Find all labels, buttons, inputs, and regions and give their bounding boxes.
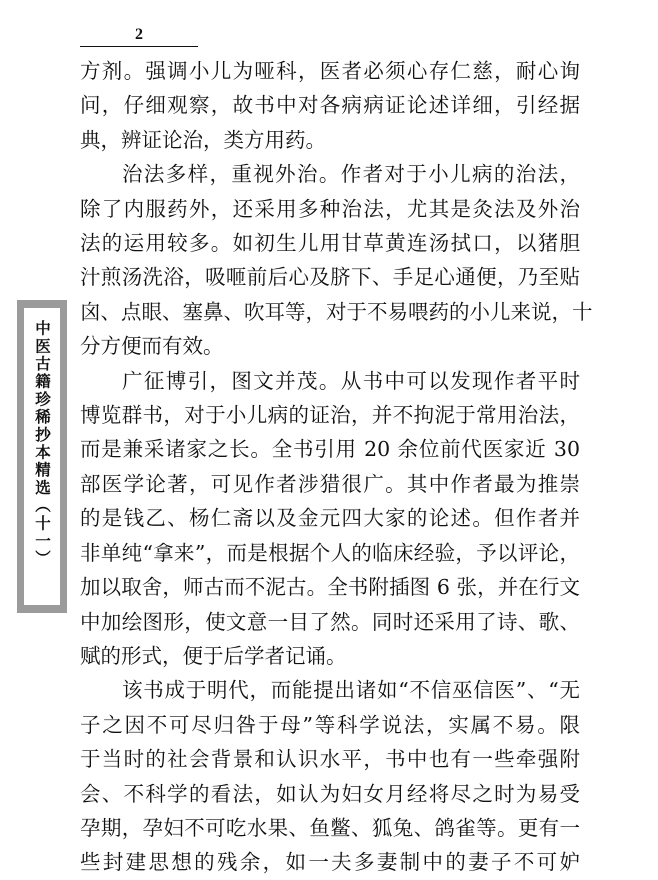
page-number: 2	[135, 26, 143, 43]
text-line: 的是钱乙、杨仁斋以及金元四大家的论述。但作者并	[80, 506, 580, 531]
text-line: 治法多样，重视外治。作者对于小儿病的治法，	[122, 162, 580, 187]
paragraph	[80, 157, 593, 363]
text-line: 汁煎汤洗浴，吸咂前后心及脐下、手足心通便，乃至贴	[80, 265, 580, 290]
text-line: 会、不科学的看法，如认为妇女月经将尽之时为易受	[80, 781, 580, 806]
text-line: 而是兼采诸家之长。全书引用 20 余位前代医家近 30	[80, 437, 580, 462]
side-tab	[17, 300, 67, 613]
text-line: 方剂。强调小儿为哑科，医者必须心存仁慈，耐心询	[80, 59, 580, 83]
paragraph	[80, 364, 580, 674]
text-line: 分方便而有效。	[80, 334, 224, 359]
text-line: 子之因不可尽归咎于母”等科学说法，实属不易。限	[80, 712, 580, 737]
text-line: 广征博引，图文并茂。从书中可以发现作者平时	[122, 368, 580, 393]
text-line: 除了内服药外，还采用多种治法，尤其是灸法及外治	[80, 196, 580, 221]
text-line: 孕期，孕妇不可吃水果、鱼鳖、狐兔、鸽雀等。更有一	[80, 815, 580, 840]
text-line: 博览群书，对于小儿病的证治，并不拘泥于常用治法，	[80, 403, 580, 428]
text-line: 中加绘图形，使文意一目了然。同时还采用了诗、歌、	[80, 609, 580, 634]
text-line: 些封建思想的残余，如一夫多妻制中的妻子不可妒	[80, 850, 580, 875]
text-line: 部医学论著，可见作者涉猎很广。其中作者最为推崇	[80, 471, 580, 496]
header-rule	[80, 46, 198, 47]
text-line: 赋的形式，便于后学者记诵。	[80, 643, 347, 668]
paragraph	[80, 54, 580, 157]
book-series-title: 中医古籍珍稀抄本精选（十一）	[33, 320, 51, 568]
text-line: 典，辨证论治，类方用药。	[80, 127, 326, 152]
side-tab-panel	[24, 308, 60, 605]
text-line: 加以取舍，师古而不泥古。全书附插图 6 张，并在行文	[80, 575, 580, 600]
text-line: 囟、点眼、塞鼻、吹耳等，对于不易喂药的小儿来说，十	[80, 299, 593, 324]
text-line: 该书成于明代，而能提出诸如“不信巫信医”、“无	[122, 678, 580, 703]
text-line: 非单纯“拿来”，而是根据个人的临床经验，予以评论，	[80, 540, 580, 565]
paragraph	[80, 673, 580, 879]
text-line: 于当时的社会背景和认识水平，书中也有一些牵强附	[80, 747, 580, 772]
body-text	[80, 54, 593, 880]
text-line: 法的运用较多。如初生儿用甘草黄连汤拭口，以猪胆	[80, 231, 580, 256]
text-line: 问，仔细观察，故书中对各病病证论述详细，引经据	[80, 93, 580, 118]
